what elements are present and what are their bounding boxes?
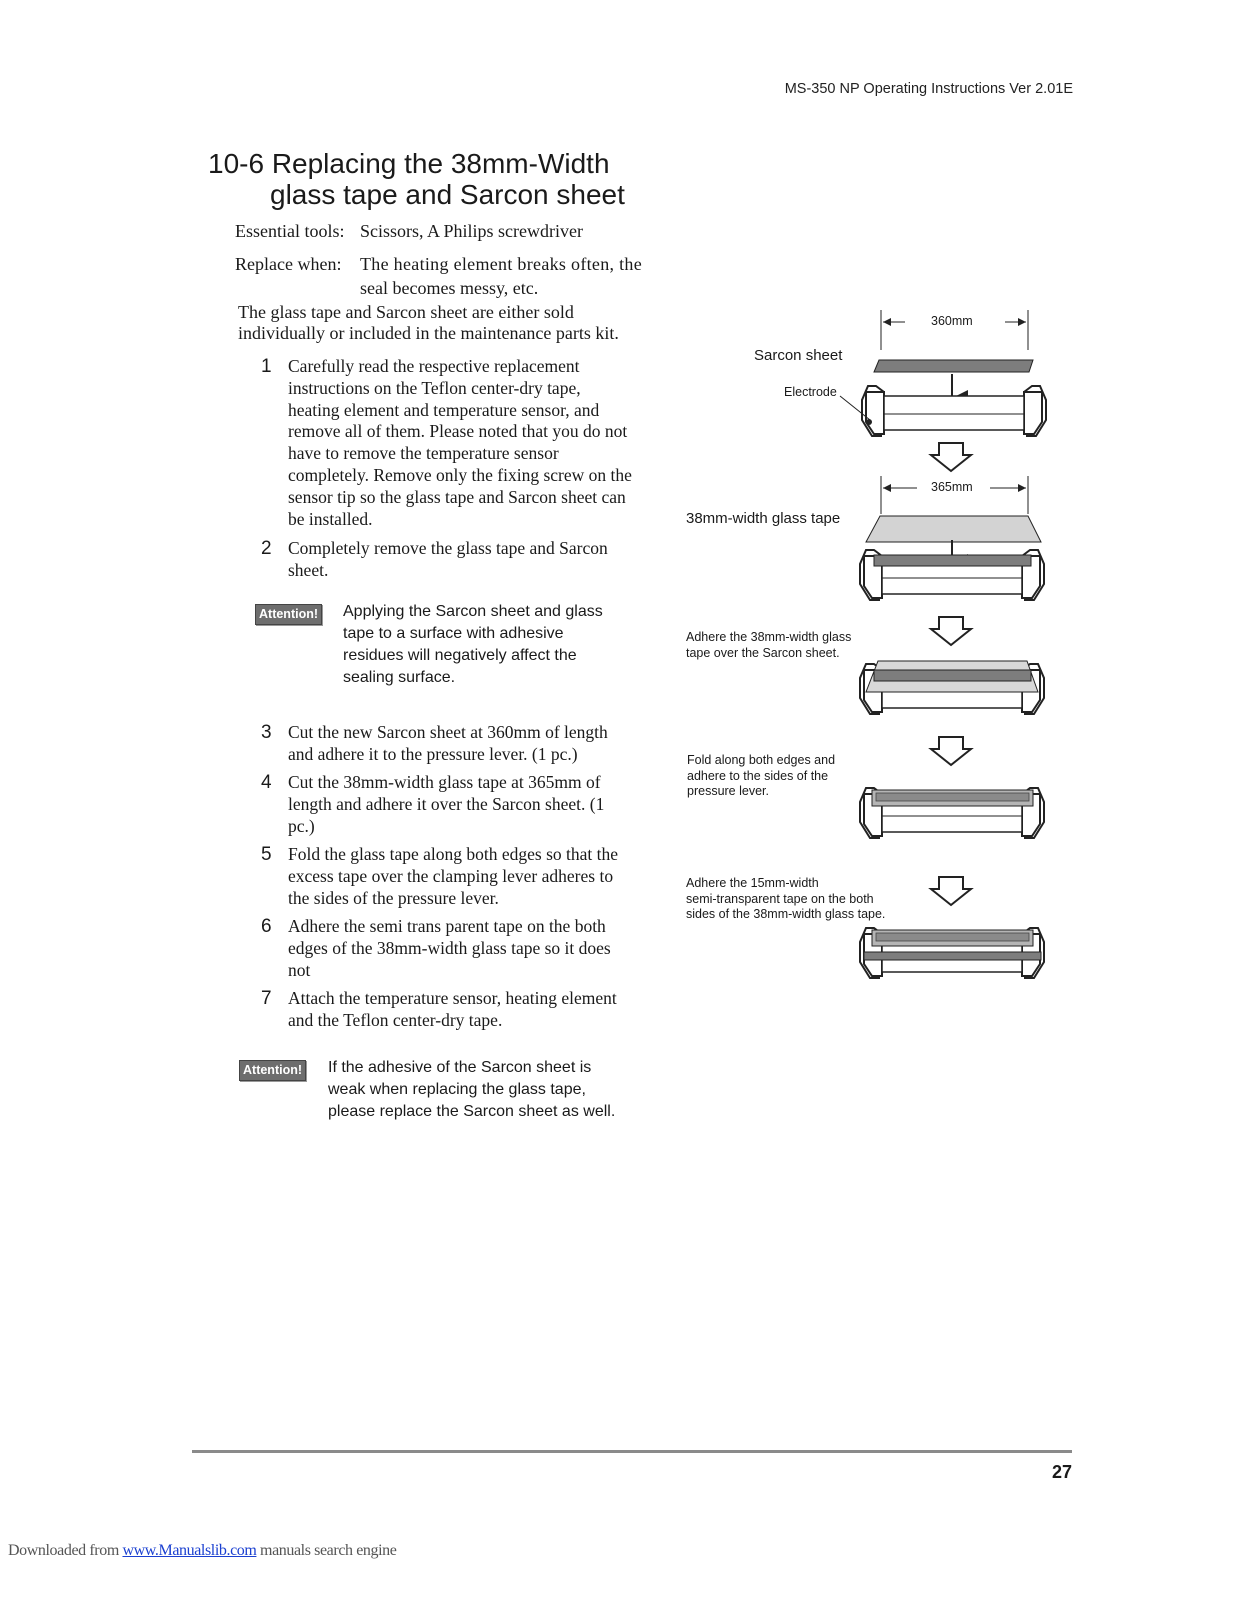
caption-line: Fold along both edges and — [687, 753, 836, 767]
step-line: Attach the temperature sensor, heating element — [288, 988, 617, 1008]
step-line: be installed. — [288, 508, 373, 529]
step-line: Adhere the semi trans parent tape on the both — [288, 916, 606, 936]
watermark-prefix: Downloaded from — [8, 1542, 123, 1559]
step-number: 6 — [261, 916, 272, 937]
step-line: edges of the 38mm-width glass tape so it does — [288, 937, 611, 958]
attention-line: Applying the Sarcon sheet and glass — [343, 603, 603, 620]
step-number: 1 — [261, 356, 272, 377]
section-title-line2: glass tape and Sarcon sheet — [270, 179, 625, 210]
dimension-360-arrow — [881, 310, 1028, 350]
download-watermark — [8, 1542, 396, 1560]
step-line: Carefully read the respective replacement — [288, 356, 580, 376]
step-line: the sides of the pressure lever. — [288, 887, 499, 908]
manualslib-link[interactable]: www.Manualslib.com — [122, 1542, 257, 1559]
step-line: Cut the new Sarcon sheet at 360mm of length — [288, 722, 608, 742]
attention-badge: Attention! — [239, 1060, 306, 1081]
step-line: length and adhere it over the Sarcon sheet. (1 — [288, 793, 605, 814]
caption-line: pressure lever. — [687, 784, 769, 799]
step-line: remove all of them. Please noted that you do not — [288, 421, 628, 442]
watermark-suffix: manuals search engine — [256, 1542, 397, 1559]
footer-rule — [192, 1450, 1072, 1453]
step-line: completely. Remove only the fixing screw on the — [288, 464, 632, 485]
dimension-360-label: 360mm — [931, 314, 973, 328]
step-line: sheet. — [288, 559, 329, 580]
step-number: 2 — [261, 538, 272, 559]
down-arrow-icon — [931, 617, 971, 645]
sarcon-sheet-label: Sarcon sheet — [754, 347, 843, 364]
step-number: 7 — [261, 988, 272, 1009]
step-line: excess tape over the clamping lever adheres to — [288, 865, 614, 886]
semi-transparent-tape-shape — [864, 952, 1041, 960]
electrode-label: Electrode — [784, 385, 837, 399]
caption-line: sides of the 38mm-width glass tape. — [686, 907, 886, 922]
section-title: 10-6 Replacing the 38mm-Width — [208, 148, 610, 179]
attention-line: weak when replacing the glass tape, — [328, 1081, 586, 1098]
caption-line: Adhere the 15mm-width — [686, 876, 819, 890]
glass-tape-label: 38mm-width glass tape — [686, 510, 841, 527]
step-line: pc.) — [288, 815, 315, 836]
replace-value-line2: seal becomes messy, etc. — [360, 278, 539, 298]
electrode-dot — [866, 419, 872, 425]
caption-line: semi-transparent tape on the both — [686, 891, 874, 906]
attention-line: residues will negatively affect the — [343, 647, 577, 664]
tools-value: Scissors, A Philips screwdriver — [360, 221, 583, 241]
dimension-365-label: 365mm — [931, 480, 973, 494]
step-number: 5 — [261, 844, 272, 865]
down-arrow-icon — [931, 877, 971, 905]
step-number: 3 — [261, 722, 272, 743]
step-line: have to remove the temperature sensor — [288, 443, 559, 464]
step-line: Cut the 38mm-width glass tape at 365mm of — [288, 772, 601, 792]
tools-label: Essential tools: — [235, 221, 345, 241]
replace-value: The heating element breaks often, the — [360, 254, 642, 274]
attention-line: please replace the Sarcon sheet as well. — [328, 1103, 616, 1120]
page-number: 27 — [1051, 1462, 1072, 1482]
step-line: Completely remove the glass tape and Sarcon — [288, 538, 608, 558]
intro-line: The glass tape and Sarcon sheet are either sold — [238, 302, 574, 322]
caption-line: adhere to the sides of the — [687, 768, 829, 783]
replace-label: Replace when: — [235, 254, 342, 274]
step-number: 4 — [261, 772, 272, 793]
dimension-365-arrow — [881, 476, 1028, 514]
step-line: heating element and temperature sensor, and — [288, 399, 600, 420]
running-header: MS-350 NP Operating Instructions Ver 2.01E — [784, 81, 1073, 97]
attention-line: tape to a surface with adhesive — [343, 625, 564, 642]
attention-line: If the adhesive of the Sarcon sheet is — [328, 1059, 592, 1076]
step-line: not — [288, 959, 311, 980]
intro-line: individually or included in the maintenance parts kit. — [238, 323, 619, 343]
step-line: instructions on the Teflon center-dry tape, — [288, 377, 581, 398]
step-line: and adhere it to the pressure lever. (1 pc.) — [288, 743, 578, 764]
attention-line: sealing surface. — [343, 669, 456, 686]
attention-badge: Attention! — [255, 604, 322, 625]
step-line: and the Teflon center-dry tape. — [288, 1009, 503, 1030]
sarcon-sheet-shape — [874, 360, 1033, 372]
step-line: Fold the glass tape along both edges so that the — [288, 844, 619, 864]
caption-line: Adhere the 38mm-width glass — [686, 630, 852, 644]
caption-line: tape over the Sarcon sheet. — [686, 645, 840, 660]
glass-tape-shape — [866, 516, 1041, 542]
down-arrow-icon — [931, 737, 971, 765]
step-line: sensor tip so the glass tape and Sarcon sheet can — [288, 486, 626, 507]
down-arrow-icon — [931, 443, 971, 471]
